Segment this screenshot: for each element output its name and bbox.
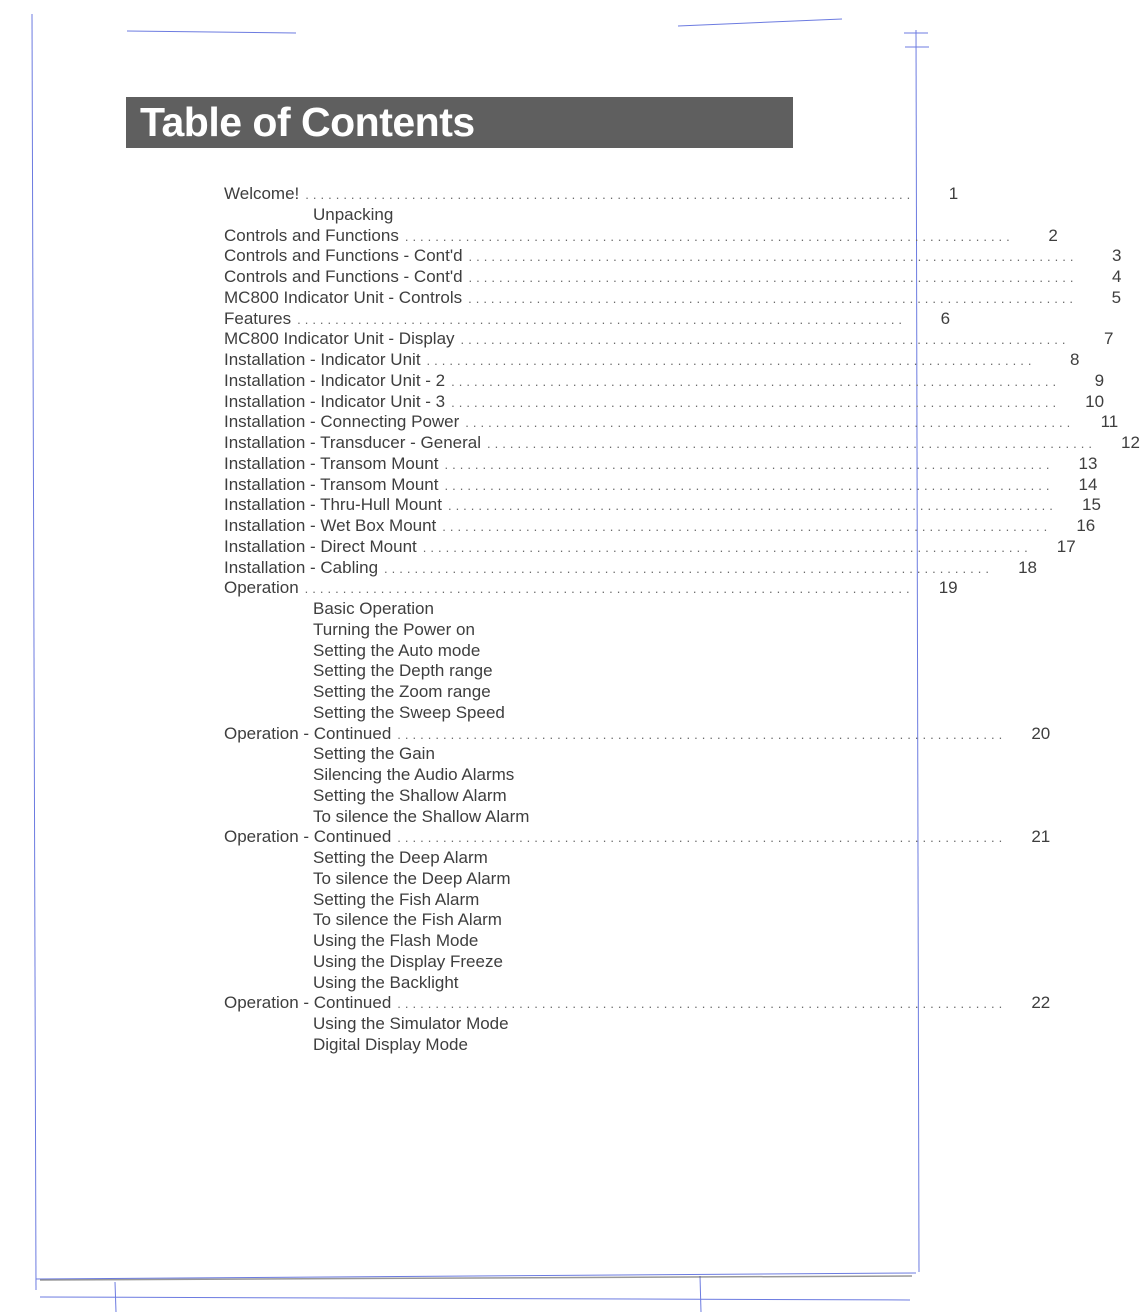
toc-subentry (224, 973, 704, 994)
toc-subentry-label: Using the Display Freeze (313, 951, 503, 971)
toc-subentry-label: Setting the Gain (313, 744, 435, 764)
toc-page-number: 5 (1111, 287, 1122, 307)
toc-entry (224, 453, 1098, 475)
toc-subentry-label: To silence the Deep Alarm (313, 868, 511, 888)
dot-leader: ................................................................................ (468, 290, 1078, 306)
toc-entry (224, 557, 1037, 579)
toc-entry-label: Operation - Continued (224, 993, 392, 1013)
toc-subentry-label: Turning the Power on (313, 619, 475, 639)
toc-page-number: 17 (1056, 536, 1076, 556)
dot-leader: ................................................................................ (468, 249, 1078, 265)
toc-entry-label: Installation - Transom Mount (224, 453, 439, 473)
toc-subentry (224, 890, 704, 911)
toc-subentry (224, 744, 704, 765)
toc-subentry (224, 703, 704, 724)
dot-leader: ................................................................................ (384, 560, 993, 576)
toc-subentry (224, 682, 704, 703)
toc-entry-label: Features (224, 308, 292, 328)
toc-subentry (224, 910, 704, 931)
toc-subentry-label: Silencing the Audio Alarms (313, 765, 515, 784)
toc-entry (224, 308, 951, 330)
toc-entry (224, 495, 1101, 516)
toc-entry (224, 993, 1051, 1014)
toc-page-number: 20 (1031, 723, 1051, 743)
toc-entry-label: Controls and Functions (224, 225, 399, 245)
toc-subentry-label: Digital Display Mode (313, 1034, 468, 1054)
toc-subentry-label: Setting the Sweep Speed (313, 702, 505, 722)
toc-entry-label: Operation - Continued (224, 723, 392, 743)
toc-page-number: 4 (1112, 267, 1122, 286)
toc-page-number: 1 (948, 184, 959, 203)
toc-page-number: 18 (1018, 557, 1037, 577)
toc-subentry (224, 952, 704, 973)
toc-entry-label: Installation - Direct Mount (224, 536, 417, 556)
toc-subentry (224, 1014, 704, 1035)
toc-subentry (224, 869, 704, 890)
toc-subentry (224, 848, 704, 869)
toc-subentry-label: Using the Backlight (313, 972, 459, 992)
dot-leader: ................................................................................ (468, 270, 1078, 285)
toc-subentry-label: Using the Simulator Mode (313, 1014, 509, 1033)
dot-leader: ................................................................................ (451, 394, 1061, 410)
dot-leader: ................................................................................ (404, 228, 1014, 244)
toc-entry-label: Installation - Transom Mount (224, 474, 439, 494)
toc-entry (224, 287, 1122, 309)
toc-entry-label: Installation - Transducer - General (224, 433, 482, 452)
dot-leader: ................................................................................ (304, 581, 914, 597)
toc-entry-label: Welcome! (224, 184, 300, 203)
page-title-text: Table of Contents (140, 99, 475, 145)
toc-subentry-label: Unpacking (313, 204, 394, 224)
toc-subentry (224, 786, 704, 807)
toc-page-number: 3 (1112, 246, 1122, 266)
dot-leader: ................................................................................ (465, 415, 1075, 431)
toc-subentry-label: Setting the Deep Alarm (313, 848, 488, 867)
toc-entry-label: Controls and Functions - Cont'd (224, 246, 463, 266)
toc-entry (224, 578, 958, 599)
toc-entry (224, 350, 1080, 371)
toc-page-number: 21 (1031, 827, 1051, 847)
toc-subentry (224, 620, 704, 641)
dot-leader: ................................................................................ (447, 498, 1057, 514)
table-of-contents (224, 184, 1140, 1056)
toc-subentry (224, 807, 704, 828)
dot-leader: ................................................................................ (397, 996, 1007, 1012)
toc-entry-label: Installation - Thru-Hull Mount (224, 495, 442, 515)
toc-entry (224, 474, 1098, 496)
toc-page-number: 9 (1094, 370, 1105, 390)
dot-leader: ................................................................................ (444, 456, 1054, 472)
dot-leader: ................................................................................ (487, 436, 1096, 451)
toc-subentry-label: Setting the Fish Alarm (313, 889, 480, 909)
toc-entry-label: Installation - Connecting Power (224, 412, 460, 432)
toc-entry (224, 433, 1140, 454)
page-title (126, 97, 793, 148)
toc-subentry-label: Using the Flash Mode (313, 931, 479, 950)
toc-entry-label: MC800 Indicator Unit - Controls (224, 287, 463, 307)
toc-subentry-label: Setting the Depth range (313, 661, 493, 681)
toc-subentry (224, 661, 704, 682)
toc-subentry-label: Basic Operation (313, 599, 434, 618)
toc-entry-label: Operation - Continued (224, 827, 392, 847)
toc-subentry (224, 599, 704, 620)
toc-entry-label: Installation - Indicator Unit - 3 (224, 391, 446, 411)
toc-entry (224, 391, 1105, 413)
dot-leader: ................................................................................ (451, 373, 1061, 389)
toc-entry-label: MC800 Indicator Unit - Display (224, 329, 455, 349)
toc-subentry-label: Setting the Zoom range (313, 682, 491, 701)
toc-entry (224, 225, 1058, 247)
dot-leader: ................................................................................ (426, 353, 1036, 368)
toc-subentry-label: To silence the Fish Alarm (313, 910, 502, 930)
toc-entry (224, 827, 1051, 848)
toc-page-number: 7 (1104, 329, 1114, 349)
toc-subentry (224, 205, 704, 226)
toc-page-number: 11 (1100, 412, 1119, 432)
toc-page-number: 15 (1081, 495, 1101, 515)
toc-entry-label: Controls and Functions - Cont'd (224, 267, 463, 286)
toc-subentry-label: Setting the Auto mode (313, 640, 481, 660)
dot-leader: ................................................................................ (442, 519, 1052, 534)
toc-entry-label: Installation - Wet Box Mount (224, 516, 437, 535)
toc-page-number: 22 (1031, 993, 1051, 1013)
toc-subentry (224, 641, 704, 662)
toc-subentry (224, 1035, 704, 1056)
dot-leader: ................................................................................ (297, 311, 907, 327)
toc-entry (224, 516, 1096, 537)
dot-leader: ................................................................................ (397, 726, 1007, 742)
toc-page-number: 12 (1121, 433, 1140, 452)
toc-entry (224, 412, 1119, 433)
toc-entry-label: Installation - Indicator Unit - 2 (224, 370, 446, 390)
toc-page-number: 19 (938, 578, 958, 598)
toc-subentry (224, 765, 704, 786)
toc-entry (224, 370, 1105, 392)
toc-entry-label: Installation - Indicator Unit (224, 350, 421, 369)
toc-page-number: 13 (1078, 453, 1098, 473)
toc-page-number: 6 (940, 308, 951, 328)
dot-leader: ................................................................................ (460, 332, 1070, 348)
toc-entry-label: Installation - Cabling (224, 557, 379, 577)
toc-entry (224, 536, 1076, 558)
dot-leader: ................................................................................ (422, 539, 1032, 555)
toc-subentry-label: To silence the Shallow Alarm (313, 806, 530, 826)
toc-page-number: 14 (1078, 474, 1098, 494)
dot-leader: ................................................................................ (397, 830, 1007, 846)
toc-entry (224, 246, 1122, 267)
toc-entry-label: Operation (224, 578, 299, 598)
toc-subentry-label: Setting the Shallow Alarm (313, 785, 507, 805)
toc-entry (224, 723, 1051, 745)
toc-page-number: 8 (1070, 350, 1080, 369)
toc-page-number: 10 (1085, 391, 1105, 411)
toc-page-number: 2 (1048, 225, 1058, 245)
toc-entry (224, 184, 959, 205)
toc-entry (224, 329, 1114, 350)
toc-entry (224, 267, 1122, 288)
dot-leader: ................................................................................ (305, 187, 915, 202)
toc-subentry (224, 931, 704, 952)
dot-leader: ................................................................................ (444, 477, 1054, 493)
toc-page-number: 16 (1076, 516, 1096, 535)
